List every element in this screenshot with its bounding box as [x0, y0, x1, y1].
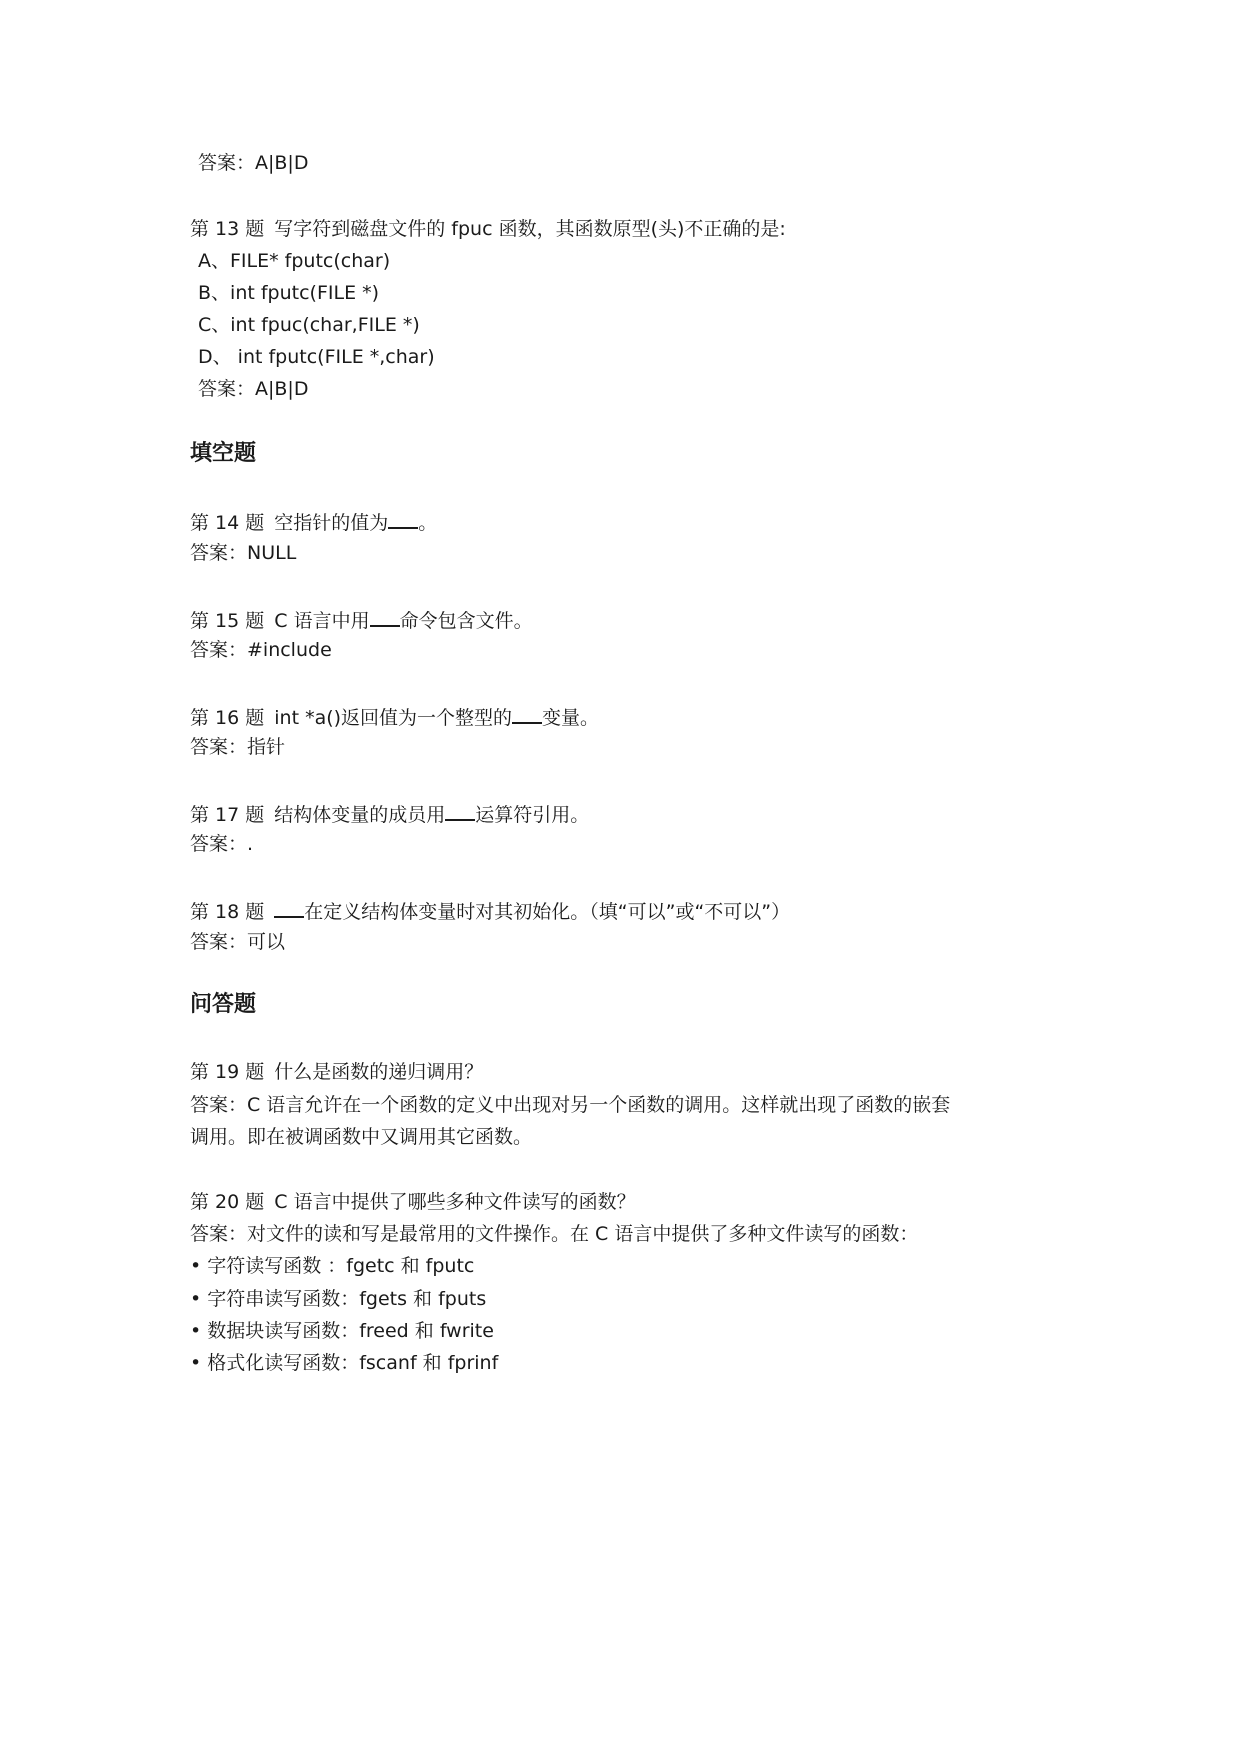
question-13-number: 第 13 题 [190, 218, 265, 240]
question-17 [190, 799, 589, 828]
question-16-answer: 答案：指针 [190, 736, 286, 758]
question-14-post: 。 [418, 512, 438, 534]
bullet-text: 数据块读写函数：freed 和 fwrite [207, 1320, 494, 1342]
question-19-number: 第 19 题 [190, 1061, 265, 1083]
question-13-answer: 答案：A|B|D [198, 378, 309, 400]
question-15-post: 命令包含文件。 [399, 610, 533, 632]
question-19-answer-line-2: 调用。即在被调函数中又调用其它函数。 [190, 1126, 533, 1148]
question-16-post: 变量。 [542, 707, 600, 729]
question-14-answer: 答案：NULL [190, 542, 297, 564]
question-13-option-a: A、FILE* fputc(char) [198, 250, 391, 272]
bullet-icon: • [190, 1352, 202, 1374]
question-15-answer: 答案：#include [190, 639, 332, 661]
question-14 [190, 507, 437, 536]
question-20-text: C 语言中提供了哪些多种文件读写的函数？ [274, 1191, 636, 1213]
question-19-text: 什么是函数的递归调用？ [274, 1061, 484, 1083]
bullet-text: 字符串读写函数：fgets 和 fputs [207, 1288, 487, 1310]
question-16-blank [512, 702, 542, 724]
bullet-text: 格式化读写函数：fscanf 和 fprinf [207, 1352, 499, 1374]
question-13-option-c: C、int fpuc(char,FILE *) [198, 314, 420, 336]
question-17-blank [445, 799, 475, 821]
question-20-bullet-1 [190, 1253, 474, 1279]
question-20 [190, 1189, 636, 1215]
bullet-icon: • [190, 1288, 202, 1310]
question-20-bullet-3 [190, 1318, 494, 1344]
question-17-pre: 结构体变量的成员用 [274, 804, 446, 826]
question-15-pre: C 语言中用 [274, 610, 370, 632]
question-15-number: 第 15 题 [190, 610, 265, 632]
question-13-text: 写字符到磁盘文件的 fpuc 函数，其函数原型(头)不正确的是: [274, 218, 786, 240]
question-17-post: 运算符引用。 [475, 804, 590, 826]
question-14-pre: 空指针的值为 [274, 512, 389, 534]
question-19 [190, 1059, 483, 1085]
question-20-bullet-2 [190, 1286, 486, 1312]
question-13-option-d: D、 int fputc(FILE *,char) [198, 346, 435, 368]
question-16-pre: int *a()返回值为一个整型的 [274, 707, 513, 729]
question-16 [190, 702, 599, 731]
bullet-text: 字符读写函数 ：fgetc 和 fputc [207, 1255, 475, 1277]
question-17-number: 第 17 题 [190, 804, 265, 826]
fill-section-title: 填空题 [190, 441, 257, 466]
bullet-icon: • [190, 1255, 202, 1277]
question-20-answer-line-1: 答案：对文件的读和写是最常用的文件操作。在 C 语言中提供了多种文件读写的函数： [190, 1223, 919, 1245]
prev-answer: 答案：A|B|D [198, 152, 309, 174]
question-16-number: 第 16 题 [190, 707, 265, 729]
question-20-bullet-4 [190, 1350, 498, 1376]
question-13-option-b: B、int fputc(FILE *) [198, 282, 380, 304]
qa-section-title: 问答题 [190, 992, 257, 1017]
question-18-number: 第 18 题 [190, 901, 265, 923]
question-15-blank [370, 605, 400, 627]
question-19-answer-line-1: 答案：C 语言允许在一个函数的定义中出现对另一个函数的调用。这样就出现了函数的嵌套 [190, 1094, 951, 1116]
question-13 [190, 216, 786, 242]
question-18-post: 在定义结构体变量时对其初始化。（填“可以”或“不可以”） [304, 901, 791, 923]
question-18-blank [274, 896, 304, 918]
bullet-icon: • [190, 1320, 202, 1342]
question-18 [190, 896, 790, 925]
question-18-answer: 答案：可以 [190, 931, 286, 953]
question-20-number: 第 20 题 [190, 1191, 265, 1213]
question-14-blank [388, 507, 418, 529]
question-15 [190, 605, 533, 634]
question-14-number: 第 14 题 [190, 512, 265, 534]
question-17-answer: 答案：. [190, 833, 254, 855]
